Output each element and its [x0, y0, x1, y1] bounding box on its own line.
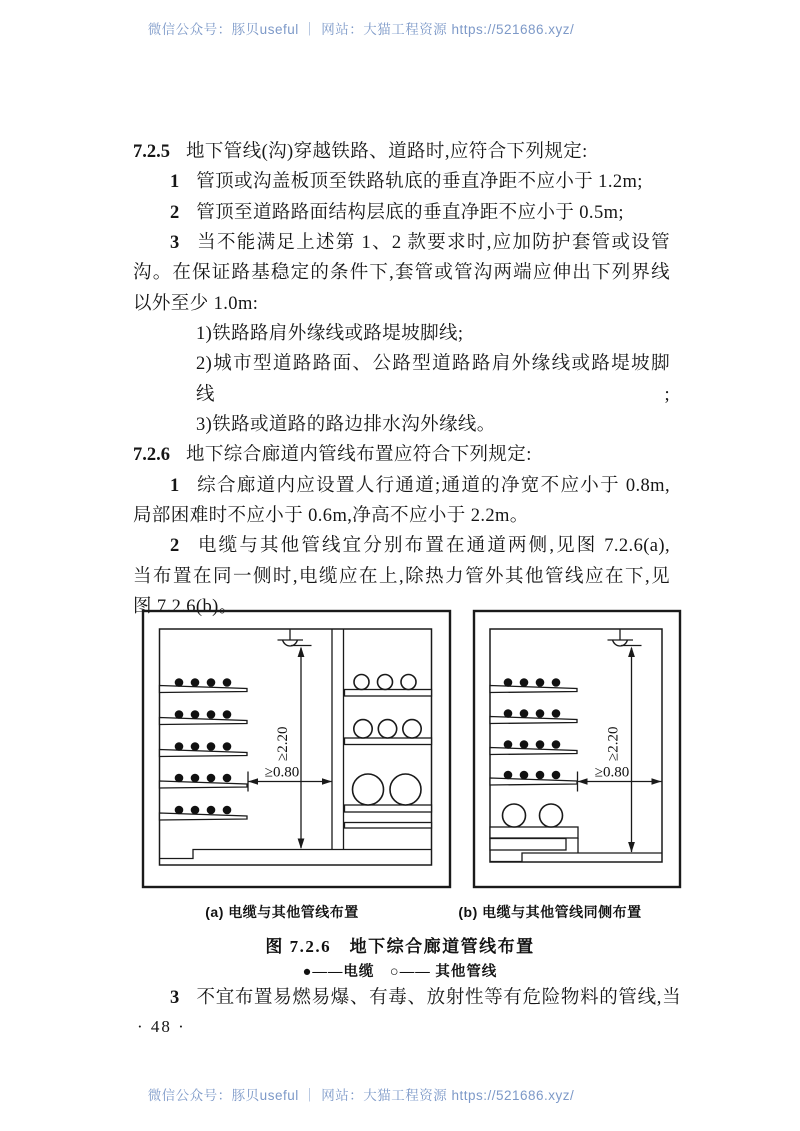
svg-text:≥0.80: ≥0.80: [264, 764, 300, 781]
dimension-height-a: [275, 647, 304, 850]
clause-7.2.5-item-3: 3 当不能满足上述第 1、2 款要求时,应加防护套管或设管: [170, 233, 670, 254]
dimension-width-b: [578, 765, 662, 792]
figure-title: 图 7.2.6 地下综合廊道管线布置: [265, 937, 535, 956]
tunnel-inner-wall: [160, 629, 432, 865]
tunnel-outer-wall: [143, 611, 450, 887]
floor-step: [490, 853, 662, 862]
clause-7.2.6: 7.2.6 地下综合廊道内管线布置应符合下列规定:: [133, 445, 532, 466]
svg-text:≥2.20: ≥2.20: [275, 726, 291, 761]
clause-7.2.5-item-2: 2 管顶至道路路面结构层底的垂直净距不应小于 0.5m;: [170, 202, 624, 223]
panel-a: [143, 611, 450, 887]
cable-dots: [175, 678, 232, 814]
ground-level-icon: [278, 629, 312, 646]
text-line: 沟。在保证路基稳定的条件下,套管或管沟两端应伸出下列界线: [133, 263, 670, 284]
pipe-shelves: [345, 690, 432, 829]
ground-level-icon: [608, 629, 642, 646]
figure-7-2-6-diagram: [130, 600, 690, 900]
clause-7.2.6-item-2: 2 电缆与其他管线宜分别布置在通道两侧,见图 7.2.6(a),: [170, 536, 670, 557]
clause-7.2.5: 7.2.5 地下管线(沟)穿越铁路、道路时,应符合下列规定:: [133, 142, 588, 162]
body-text: [133, 137, 670, 623]
cable-trays: [160, 686, 248, 821]
floor-step: [160, 850, 432, 859]
text-line: 图 7.2.6(b)。: [133, 597, 238, 618]
text-line: 当布置在同一侧时,电缆应在上,除热力管外其他管线应在下,见: [133, 566, 670, 587]
clause-7.2.6-item-1: 1 综合廊道内应设置人行通道;通道的净宽不应小于 0.8m,: [170, 475, 670, 496]
figure-caption-b: (b) 电缆与其他管线同侧布置: [458, 904, 642, 920]
clause-7.2.5-item-1: 1 管顶或沟盖板顶至铁路轨底的垂直净距不应小于 1.2m;: [170, 172, 643, 193]
dimension-height-b: [606, 647, 635, 853]
svg-text:≥2.20: ≥2.20: [605, 726, 622, 761]
figure-caption-a: (a) 电缆与其他管线布置: [205, 904, 359, 920]
text-line: 局部困难时不应小于 0.6m,净高不应小于 2.2m。: [133, 506, 529, 527]
partition-wall: [332, 629, 344, 850]
sub-item-2: 2)城市型道路路面、公路型道路路肩外缘线或路堤坡脚线;: [196, 354, 670, 405]
sub-item-1: 1)铁路路肩外缘线或路堤坡脚线;: [196, 324, 464, 345]
cable-dots: [504, 678, 561, 779]
dimension-width-a: [248, 765, 332, 792]
watermark-header: 微信公众号：豚贝useful ｜ 网站：大猫工程资源 https://521686.xyz/: [147, 22, 575, 37]
pipe-circles: [503, 804, 563, 827]
watermark-footer: 微信公众号：豚贝useful ｜ 网站：大猫工程资源 https://521686.xyz/: [147, 1088, 575, 1103]
clause-7.2.6-item-3: 3 不宜布置易燃易爆、有毒、放射性等有危险物料的管线,当: [170, 988, 681, 1008]
cable-trays: [490, 686, 577, 786]
sub-item-3: 3)铁路或道路的路边排水沟外缘线。: [196, 415, 496, 436]
figure-legend: ●——电缆 ○—— 其他管线: [302, 964, 498, 980]
text-line: 以外至少 1.0m:: [133, 293, 259, 314]
page-number: · 48 ·: [137, 1017, 186, 1036]
pipe-pedestal: [490, 827, 578, 853]
panel-b: [474, 611, 680, 887]
svg-text:≥0.80: ≥0.80: [594, 764, 630, 781]
